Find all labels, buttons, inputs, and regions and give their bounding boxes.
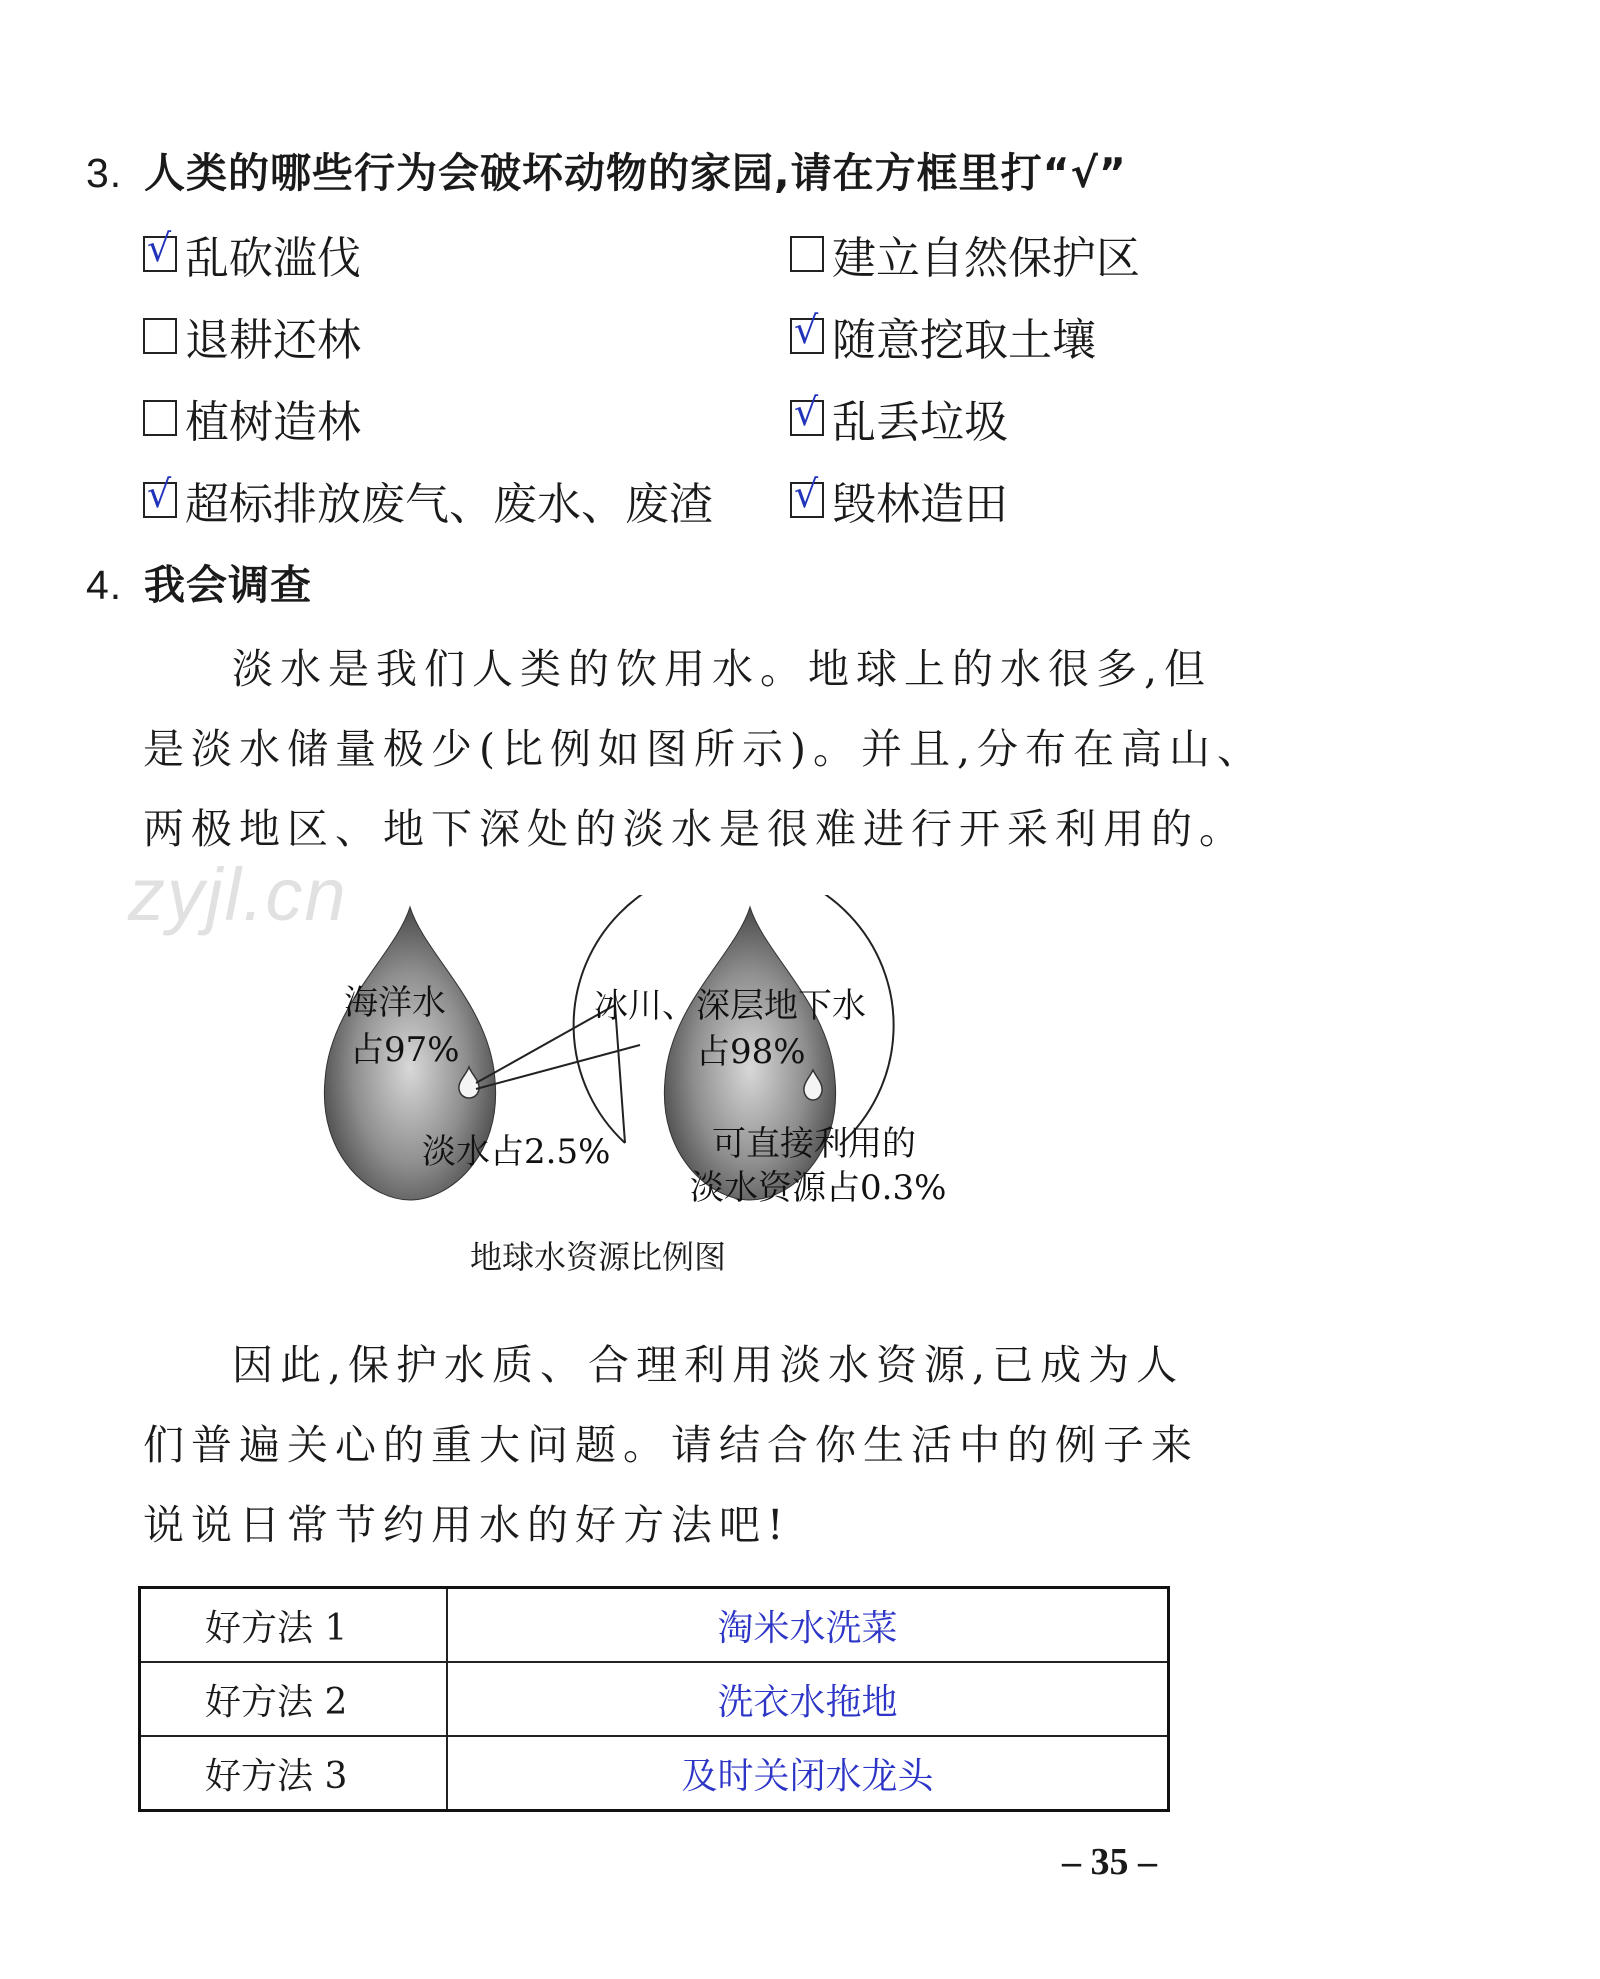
callout-pointer-lower [476, 1045, 640, 1089]
page-number: – 35 – [1062, 1841, 1157, 1883]
water-saving-table [138, 1586, 1170, 1812]
table-row [140, 1588, 1169, 1663]
checkbox[interactable] [143, 226, 177, 272]
paragraph-2-line-3: 说说日常节约用水的好方法吧! [143, 1501, 791, 1549]
method-answer[interactable]: 洗衣水拖地 [447, 1662, 1169, 1736]
checkbox[interactable] [790, 472, 824, 518]
method-answer[interactable]: 及时关闭水龙头 [447, 1736, 1169, 1811]
option-7[interactable] [790, 468, 1008, 532]
option-label: 植树造林 [185, 397, 361, 448]
option-label: 随意挖取土壤 [832, 315, 1096, 366]
q3-title: 人类的哪些行为会破坏动物的家园,请在方框里打“√” [144, 149, 1127, 197]
option-0[interactable] [143, 222, 361, 286]
checkbox[interactable] [790, 236, 824, 272]
table-row [140, 1736, 1169, 1811]
option-4[interactable] [143, 386, 361, 450]
method-label: 好方法 2 [140, 1662, 448, 1736]
paragraph-2-line-2: 们普遍关心的重大问题。请结合你生活中的例子来 [143, 1421, 1199, 1469]
q4-title: 我会调查 [144, 561, 312, 609]
q4-number: 4. [86, 562, 123, 608]
glacier-label: 冰川、深层地下水 [594, 986, 866, 1026]
paragraph-1-line-2: 是淡水储量极少(比例如图所示)。并且,分布在高山、 [143, 725, 1266, 773]
q3-heading [86, 140, 1127, 199]
option-2[interactable] [143, 304, 361, 368]
paragraph-2-line-1: 因此,保护水质、合理利用淡水资源,已成为人 [232, 1341, 1185, 1389]
method-label: 好方法 3 [140, 1736, 448, 1811]
option-label: 毁林造田 [832, 479, 1008, 530]
q3-number: 3. [86, 150, 123, 196]
option-label: 乱砍滥伐 [185, 233, 361, 284]
option-label: 超标排放废气、废水、废渣 [185, 479, 713, 530]
option-5[interactable] [790, 386, 1008, 450]
table-row [140, 1662, 1169, 1736]
checkbox[interactable] [790, 308, 824, 354]
checkbox[interactable] [143, 400, 177, 436]
method-label: 好方法 1 [140, 1588, 448, 1663]
usable-water-label-1: 可直接利用的 [712, 1124, 916, 1164]
ocean-water-percent: 占97% [350, 1030, 460, 1070]
q4-heading [86, 552, 312, 611]
fresh-water-label: 淡水占2.5% [422, 1132, 611, 1172]
watermark: zyjl.cn [128, 853, 348, 936]
check-mark-icon: √ [147, 226, 172, 270]
checkbox[interactable] [790, 390, 824, 436]
check-mark-icon: √ [794, 308, 819, 352]
glacier-percent: 占98% [696, 1032, 806, 1072]
option-label: 退耕还林 [185, 315, 361, 366]
ocean-water-label: 海洋水 [344, 983, 446, 1023]
checkbox[interactable] [143, 318, 177, 354]
option-6[interactable] [143, 468, 713, 532]
paragraph-1-line-1: 淡水是我们人类的饮用水。地球上的水很多,但 [232, 645, 1213, 693]
method-answer[interactable]: 淘米水洗菜 [447, 1588, 1169, 1663]
option-1[interactable] [790, 222, 1140, 286]
usable-water-label-2: 淡水资源占0.3% [690, 1168, 947, 1208]
paragraph-1-line-3: 两极地区、地下深处的淡水是很难进行开采利用的。 [143, 805, 1247, 853]
check-mark-icon: √ [147, 472, 172, 516]
figure-caption: 地球水资源比例图 [470, 1238, 727, 1276]
option-label: 建立自然保护区 [832, 233, 1140, 284]
checkbox[interactable] [143, 472, 177, 518]
option-3[interactable] [790, 304, 1096, 368]
check-mark-icon: √ [794, 472, 819, 516]
check-mark-icon: √ [794, 390, 819, 434]
option-label: 乱丢垃圾 [832, 397, 1008, 448]
